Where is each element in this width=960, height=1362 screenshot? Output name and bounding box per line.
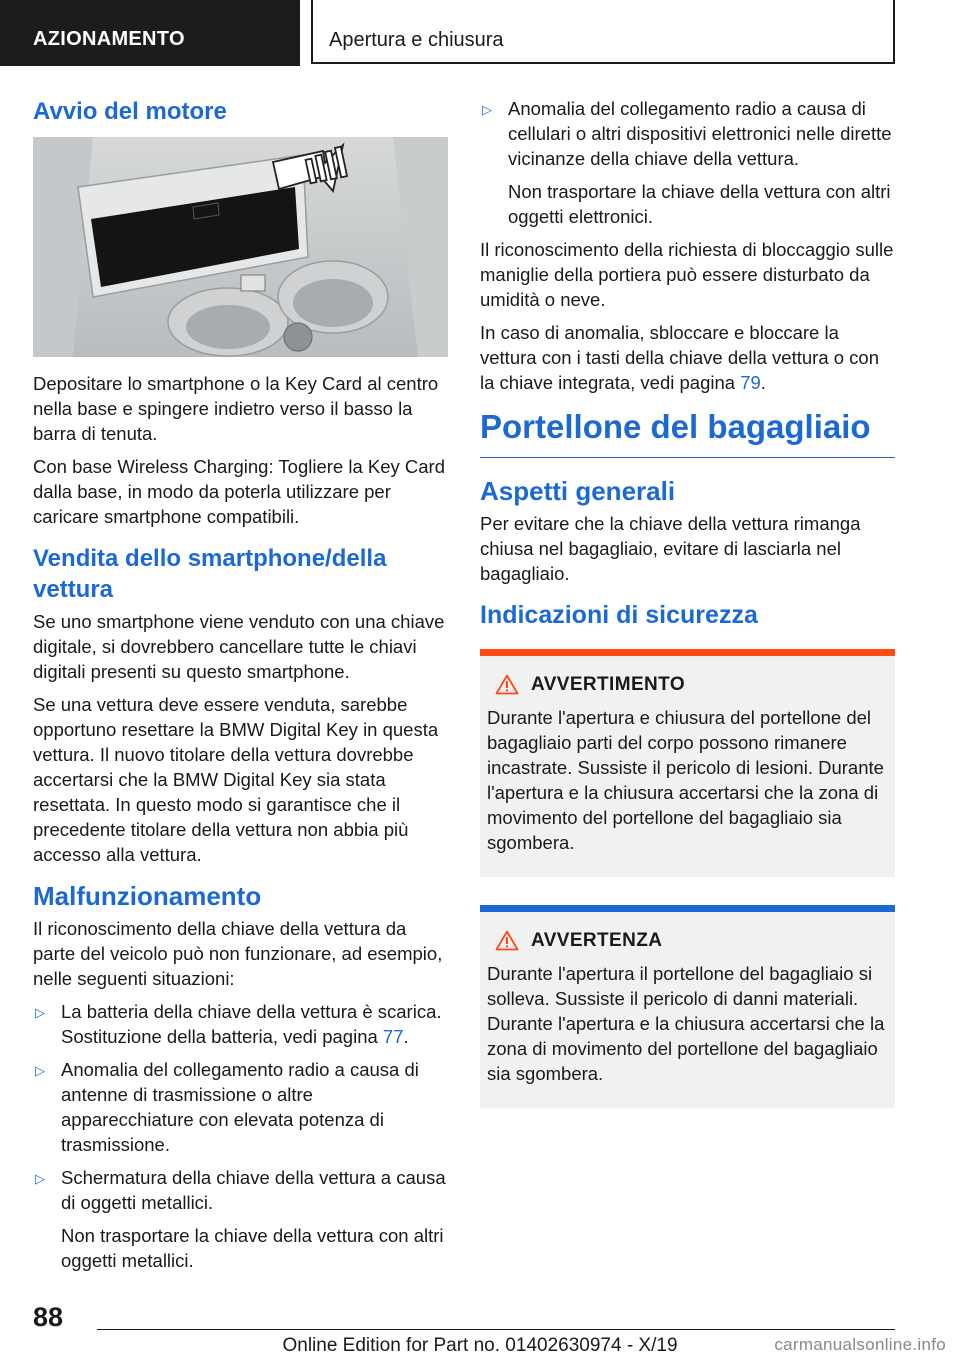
wireless-charging-tray-image [33, 137, 448, 357]
warning-box [480, 649, 895, 877]
warning-triangle-icon [495, 674, 519, 695]
list-item [33, 999, 448, 1049]
list-item [33, 1057, 448, 1157]
triangle-bullet-icon: ▷ [35, 1171, 45, 1186]
page-link-79[interactable]: 79 [740, 372, 761, 393]
heading-portellone: Portellone del bagagliaio [480, 408, 871, 445]
paragraph: Per evitare che la chiave della vettura rimanga chiusa nel bagagliaio, evitare di lasciarla nel bagagliaio. [480, 513, 861, 584]
heading-vendita: Vendita dello smartphone/della vettura [33, 545, 387, 603]
triangle-bullet-icon: ▷ [35, 1005, 45, 1020]
list-item-note: Non trasportare la chiave della vettura con altri oggetti metallici. [61, 1225, 444, 1271]
heading-avvio: Avvio del motore [33, 98, 227, 125]
list-item [33, 1165, 448, 1215]
malfunction-list-continued [480, 96, 895, 171]
notice-box [480, 905, 895, 1108]
left-column [33, 96, 448, 1281]
chapter-title: Apertura e chiusura [329, 29, 504, 51]
list-item-text: La batteria della chiave della vettura è scarica. Sostituzione della batteria, vedi pagina [61, 1001, 442, 1047]
heading-malfunzionamento: Malfunzionamento [33, 881, 262, 911]
paragraph [480, 320, 895, 395]
triangle-bullet-icon: ▷ [482, 102, 492, 117]
notice-title [495, 928, 887, 953]
warning-triangle-icon [495, 930, 519, 951]
paragraph: Depositare lo smartphone o la Key Card al centro nella base e spingere indietro verso il basso la barra di tenuta. [33, 373, 439, 444]
page-header [0, 0, 960, 66]
page-link-77[interactable]: 77 [382, 1026, 404, 1047]
heading-sicurezza: Indicazioni di sicurezza [480, 601, 758, 629]
paragraph: Se una vettura deve essere venduta, sarebbe opportuno resettare la BMW Digital Key in questa vettura. Il nuovo titolare della vettura dovrebbe accertarsi che la BMW Digital Key sia stata resettata. In questo modo si garantisce che il precedente titolare della vettura non abbia più accesso alla vettura. [33, 694, 439, 865]
warning-text: Durante l'apertura e chiusura del portellone del bagagliaio parti del corpo possono rimanere incastrate. Sussiste il pericolo di lesioni. Durante l'apertura e la chiusura accertarsi che la zona di movimento del portellone del bagagliaio sia sgombera. [487, 707, 884, 853]
chapter-heading-block [480, 407, 895, 458]
list-item [480, 96, 895, 171]
paragraph: Il riconoscimento della richiesta di bloccaggio sulle maniglie della portiera può essere disturbato da umidità o neve. [480, 239, 894, 310]
watermark: carmanualsonline.info [774, 1335, 946, 1354]
punctuation: . [403, 1026, 409, 1047]
list-item-text: Anomalia del collegamento radio a causa di antenne di trasmissione o altre apparecchiature con elevata potenza di trasmissione. [61, 1059, 419, 1155]
notice-text: Durante l'apertura il portellone del bagagliaio si solleva. Sussiste il pericolo di danni materiali. Durante l'apertura e la chiusura accertarsi che la zona di movimento del portellone del bagagliaio sia sgombera. [487, 963, 885, 1084]
heading-aspetti: Aspetti generali [480, 476, 676, 506]
paragraph-text: In caso di anomalia, sbloccare e bloccare la vettura con i tasti della chiave della vettura o con la chiave integrata, vedi pagina [480, 322, 880, 393]
warning-title [495, 672, 887, 697]
warning-title-text: AVVERTIMENTO [531, 674, 685, 695]
triangle-bullet-icon: ▷ [35, 1063, 45, 1078]
paragraph: Con base Wireless Charging: Togliere la Key Card dalla base, in modo da poterla utilizzare per caricare smartphone compatibili. [33, 456, 445, 527]
section-tab [0, 0, 300, 66]
list-item-note: Non trasportare la chiave della vettura con altri oggetti elettronici. [508, 181, 891, 227]
list-item-text: Anomalia del collegamento radio a causa di cellulari o altri dispositivi elettronici nelle dirette vicinanze della chiave della vettura. [508, 98, 892, 169]
paragraph: Il riconoscimento della chiave della vettura da parte del veicolo può non funzionare, ad esempio, nelle seguenti situazioni: [33, 918, 443, 989]
punctuation: . [760, 372, 766, 393]
page-number: 88 [33, 1302, 64, 1332]
list-item-text: Schermatura della chiave della vettura a causa di oggetti metallici. [61, 1167, 446, 1213]
footer-divider [97, 1329, 895, 1330]
notice-title-text: AVVERTENZA [531, 930, 663, 951]
right-column [480, 96, 895, 1122]
section-title: AZIONAMENTO [33, 28, 185, 50]
chapter-tab [311, 0, 895, 64]
edition-footer: Online Edition for Part no. 01402630974 - X/19 [282, 1335, 678, 1356]
malfunction-list [33, 999, 448, 1215]
paragraph: Se uno smartphone viene venduto con una chiave digitale, si dovrebbero cancellare tutte le chiavi digitali presenti su questo smartphone. [33, 611, 445, 682]
